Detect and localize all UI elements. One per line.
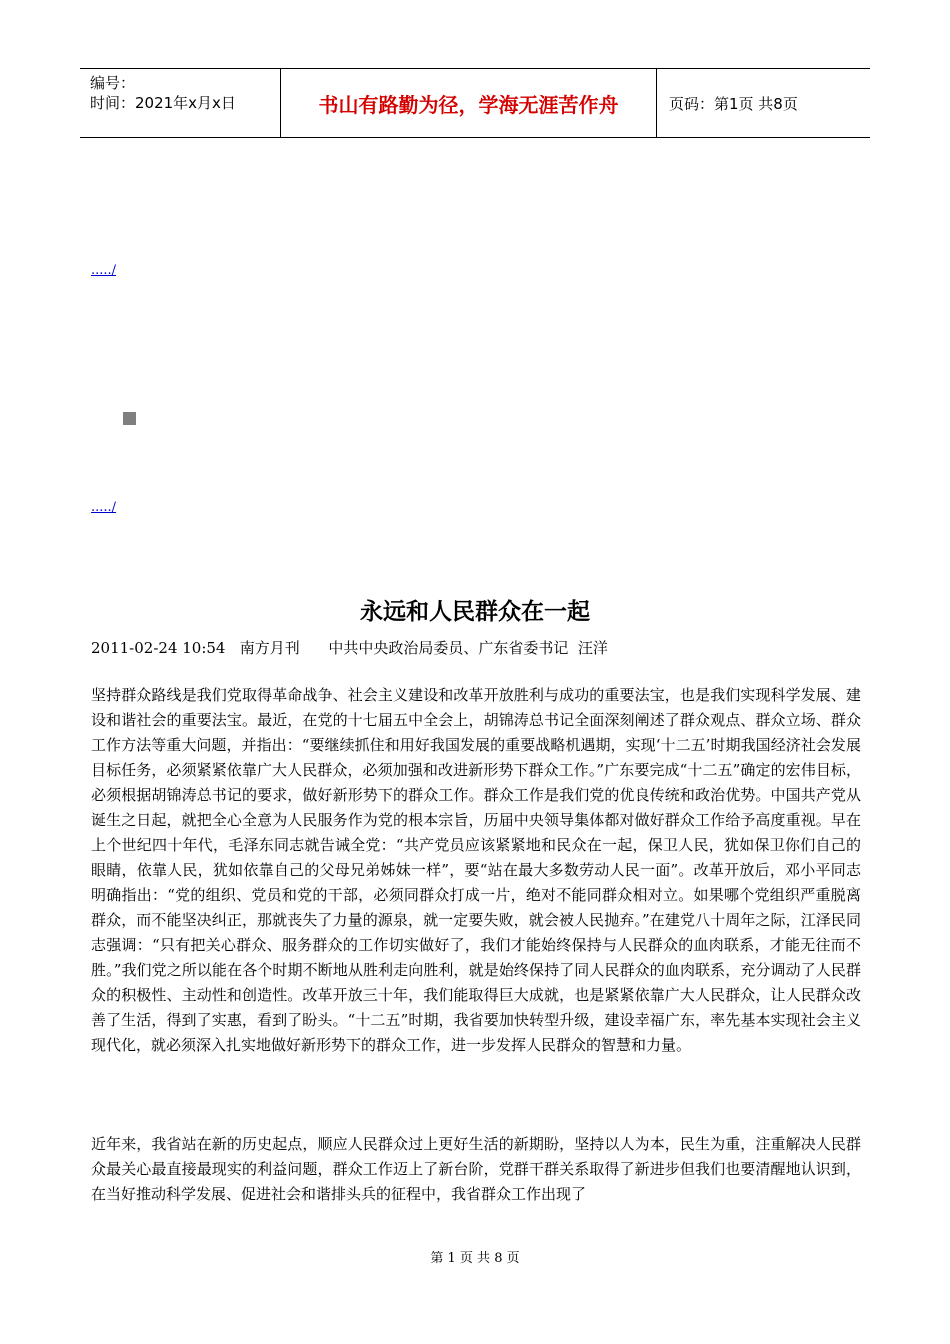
square-bullet-icon <box>123 412 136 425</box>
page-footer: 第 1 页 共 8 页 <box>430 1251 520 1266</box>
hyperlink-1[interactable]: ...../ <box>91 263 117 278</box>
document-number-label: 编号： <box>90 74 136 92</box>
document-date-label: 时间：2021年x月x日 <box>90 94 236 112</box>
header-page-label: 页码：第1页 共8页 <box>669 94 798 113</box>
article-title: 永远和人民群众在一起 <box>360 599 590 625</box>
hyperlink-2[interactable]: ...../ <box>91 500 117 515</box>
header-motto: 书山有路勤为径，学海无涯苦作舟 <box>280 69 657 137</box>
article-paragraph-1: 坚持群众路线是我们党取得革命战争、社会主义建设和改革开放胜利与成功的重要法宝，也是我们实现科学发展、建设和谐社会的重要法宝。最近，在党的十七届五中全会上，胡锦涛总书记全面深刻阐述了群众观点、群众立场、群众工作方法等重大问题，并指出：“要继续抓住和用好我国发展的重要战略机遇期，实现‘十二五’时期我国经济社会发展目标任务，必须紧紧依靠广大人民群众，必须加强和改进新形势下群众工作。”广东要完成“十二五”确定的宏伟目标，必须根据胡锦涛总书记的要求，做好新形势下的群众工作。群众工作是我们党的优良传统和政治优势。中国共产党从诞生之日起，就把全心全意为人民服务作为党的根本宗旨，历届中央领导集体都对做好群众工作给予高度重视。早在上个世纪四十年代，毛泽东同志就告诫全党：“共产党员应该紧紧地和民众在一起，保卫人民，犹如保卫你们自己的眼睛，依靠人民，犹如依靠自己的父母兄弟姊妹一样”，要“站在最大多数劳动人民一面”。改革开放后，邓小平同志明确指出：“党的组织、党员和党的干部，必须同群众打成一片，绝对不能同群众相对立。如果哪个党组织严重脱离群众，而不能坚决纠正，那就丧失了力量的源泉，就一定要失败，就会被人民抛弃。”在建党八十周年之际，江泽民同志强调：“只有把关心群众、服务群众的工作切实做好了，我们才能始终保持与人民群众的血肉联系，才能无往而不胜。”我们党之所以能在各个时期不断地从胜利走向胜利，就是始终保持了同人民群众的血肉联系，充分调动了人民群众的积极性、主动性和创造性。改革开放三十年，我们能取得巨大成就，也是紧紧依靠广大人民群众，让人民群众改善了生活，得到了实惠，看到了盼头。“十二五”时期，我省要加快转型升级，建设幸福广东，率先基本实现社会主义现代化，就必须深入扎实地做好新形势下的群众工作，进一步发挥人民群众的智慧和力量。 <box>91 686 861 1054</box>
article-meta: 2011-02-24 10:54 南方月刊 中共中央政治局委员、广东省委书记 汪洋 <box>91 639 608 657</box>
page-header <box>80 68 870 138</box>
header-left-cell <box>80 69 280 137</box>
article-paragraph-2: 近年来，我省站在新的历史起点，顺应人民群众过上更好生活的新期盼，坚持以人为本，民生为重，注重解决人民群众最关心最直接最现实的利益问题，群众工作迈上了新台阶，党群干群关系取得了新进步但我们也要清醒地认识到，在当好推动科学发展、促进社会和谐排头兵的征程中，我省群众工作出现了 <box>91 1135 861 1203</box>
